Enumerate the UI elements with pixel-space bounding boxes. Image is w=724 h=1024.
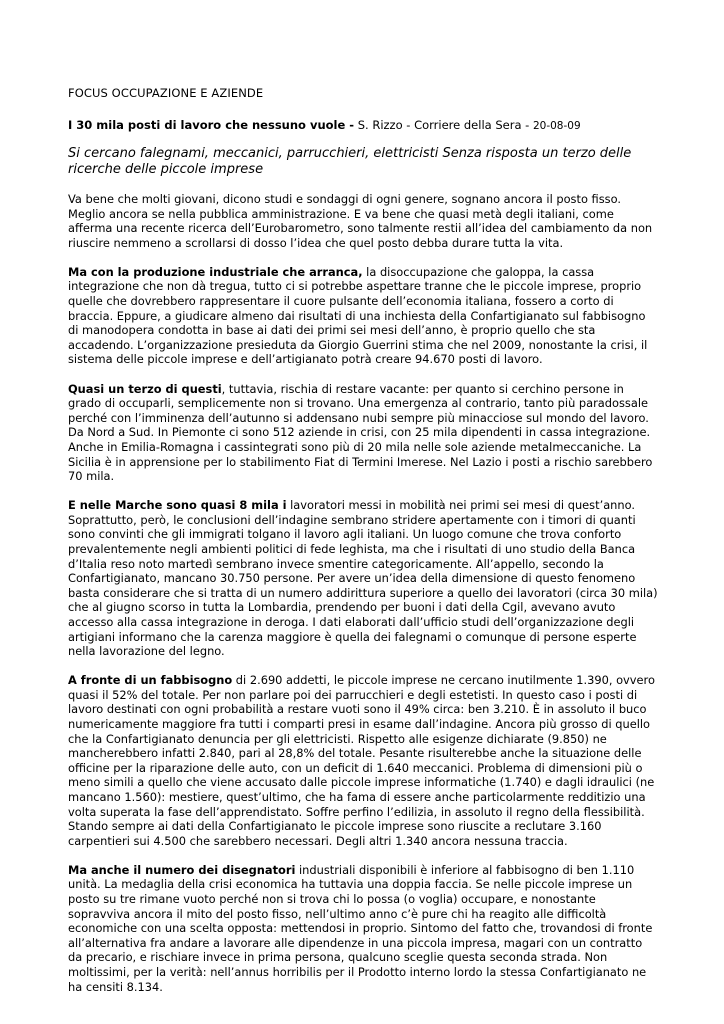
article-body xyxy=(68,192,658,1009)
paragraph xyxy=(68,863,658,994)
section-label: FOCUS OCCUPAZIONE E AZIENDE xyxy=(68,86,264,100)
article-subtitle: Si cercano falegnami, meccanici, parrucchieri, elettricisti Senza risposta un terzo delle ricerche delle piccole imprese xyxy=(68,146,632,177)
paragraph-lead: A fronte di un fabbisogno xyxy=(68,673,233,688)
paragraph-text: di 2.690 addetti, le piccole imprese ne cercano inutilmente 1.390, ovvero quasi il 52% del totale. Per non parlare poi dei parrucchieri e degli estetisti. In questo caso i posti di lavoro destinati con ogni probabilità a restare vuoti sono il 49% circa: ben 3.210. È in assoluto il buco numericamente maggiore fra tutti i comparti presi in esame dall’indagine. Ancora più grosso di quello che la Confartigianato denuncia per gli elettricisti. Rispetto alle esigenze dichiarate (9.850) ne mancherebbero infatti 2.840, pari al 28,8% del totale. Pesante risulterebbe anche la situazione delle officine per la riparazione delle auto, con un deficit di 1.640 meccanici. Problema di dimensioni più o meno simili a quello che viene accusato dalle piccole imprese informatiche (1.740) e dagli idraulici (ne mancano 1.560): mestiere, quest’ultimo, che ha fama di essere anche particolarmente redditizio una volta superata la fase dell’apprendistato. Soffre perfino l’edilizia, in assoluto il regno della flessibilità. Stando sempre ai dati della Confartigianato le piccole imprese sono riuscite a reclutare 3.160 carpentieri sui 4.500 che sarebbero necessari. Degli altri 1.340 ancora nessuna traccia. xyxy=(68,673,655,848)
article-title: I 30 mila posti di lavoro che nessuno vuole - xyxy=(68,118,355,132)
paragraph-text: la disoccupazione che galoppa, la cassa integrazione che non dà tregua, tutto ci si potrebbe aspettare tranne che le piccole imprese, proprio quelle che dovrebbero rappresentare il cuore pulsante dell’economia italiana, fossero a corto di braccia. Eppure, a giudicare almeno dai risultati di una inchiesta della Confartigianato sul fabbisogno di manodopera condotta in base ai dati dei primi sei mesi dell’anno, è proprio quello che sta accadendo. L’organizzazione presieduta da Giorgio Guerrini stima che nel 2009, nonostante la crisi, il sistema delle piccole imprese e dell’artigianato potrà creare 94.670 posti di lavoro. xyxy=(68,264,648,367)
paragraph xyxy=(68,382,658,484)
paragraph xyxy=(68,673,658,848)
paragraph xyxy=(68,192,658,250)
paragraph-text: industriali disponibili è inferiore al fabbisogno di ben 1.110 unità. La medaglia della crisi economica ha tuttavia una doppia faccia. Se nelle piccole imprese un posto su tre rimane vuoto perché non si trova chi lo possa (o voglia) occupare, e nonostante sopravviva ancora il mito del posto fisso, nell’ultimo anno c’è pure chi ha reagito alle difficoltà economiche con una scelta opposta: mettendosi in proprio. Sintomo del fatto che, trovandosi di fronte all’alternativa fra andare a lavorare alle dipendenze in una piccola impresa, magari con un contratto da precario, e rischiare invece in prima persona, qualcuno sceglie questa seconda strada. Non moltissimi, per la verità: nell’annus horribilis per il Prodotto interno lordo la stessa Confartigianato ne ha censiti 8.134. xyxy=(68,862,653,994)
article-date: 20-08-09 xyxy=(532,120,581,132)
paragraph-text: , tuttavia, rischia di restare vacante: per quanto si cerchino persone in grado di occuparli, semplicemente non si trovano. Una emergenza al contrario, tanto più paradossale perché con l’imminenza dell’autunno si addensano nubi sempre più minacciose sul mondo del lavoro. Da Nord a Sud. In Piemonte ci sono 512 aziende in crisi, con 25 mila dipendenti in cassa integrazione. Anche in Emilia-Romagna i cassintegrati sono più di 20 mila nelle sole aziende metalmeccaniche. La Sicilia è in apprensione per lo stabilimento Fiat di Termini Imerese. Nel Lazio i posti a rischio sarebbero 70 mila. xyxy=(68,381,653,484)
article-headline xyxy=(68,118,668,132)
paragraph-text: lavoratori messi in mobilità nei primi sei mesi di quest’anno. Soprattutto, però, le conclusioni dell’indagine sembrano stridere apertamente con i timori di quanti sono convinti che gli immigrati tolgano il lavoro agli italiani. Un luogo comune che trova conforto prevalentemente negli ambienti politici di fede leghista, ma che i risultati di uno studio della Banca d’Italia reso noto martedì sembrano invece smentire categoricamente. All’appello, secondo la Confartigianato, mancano 30.750 persone. Per avere un’idea della dimensione di questo fenomeno basta considerare che si tratta di un numero addirittura superiore a quello dei lavoratori (circa 30 mila) che al giugno scorso in tutta la Lombardia, prendendo per buoni i dati della Cgil, avevano avuto accesso alla cassa integrazione in deroga. I dati elaborati dall’ufficio studi dell’organizzazione degli artigiani informano che la carenza maggiore è quella dei falegnami o comunque di persone esperte nella lavorazione del legno. xyxy=(68,498,658,659)
paragraph-lead: Quasi un terzo di questi xyxy=(68,381,222,396)
paragraph-lead: Ma anche il numero dei disegnatori xyxy=(68,862,296,877)
paragraph xyxy=(68,498,658,659)
paragraph-text: Va bene che molti giovani, dicono studi e sondaggi di ogni genere, sognano ancora il posto fisso. Meglio ancora se nella pubblica amministrazione. E va bene che quasi metà degli italiani, come afferma una recente ricerca dell’Eurobarometro, sono talmente restii all’idea del cambiamento da non riuscire nemmeno a scrollarsi di dosso l’idea che quel posto debba durare tutta la vita. xyxy=(68,192,653,250)
paragraph-lead: E nelle Marche sono quasi 8 mila i xyxy=(68,498,287,513)
paragraph-lead: Ma con la produzione industriale che arranca, xyxy=(68,264,363,279)
article-byline: S. Rizzo - Corriere della Sera - xyxy=(354,118,533,132)
paragraph xyxy=(68,265,658,367)
